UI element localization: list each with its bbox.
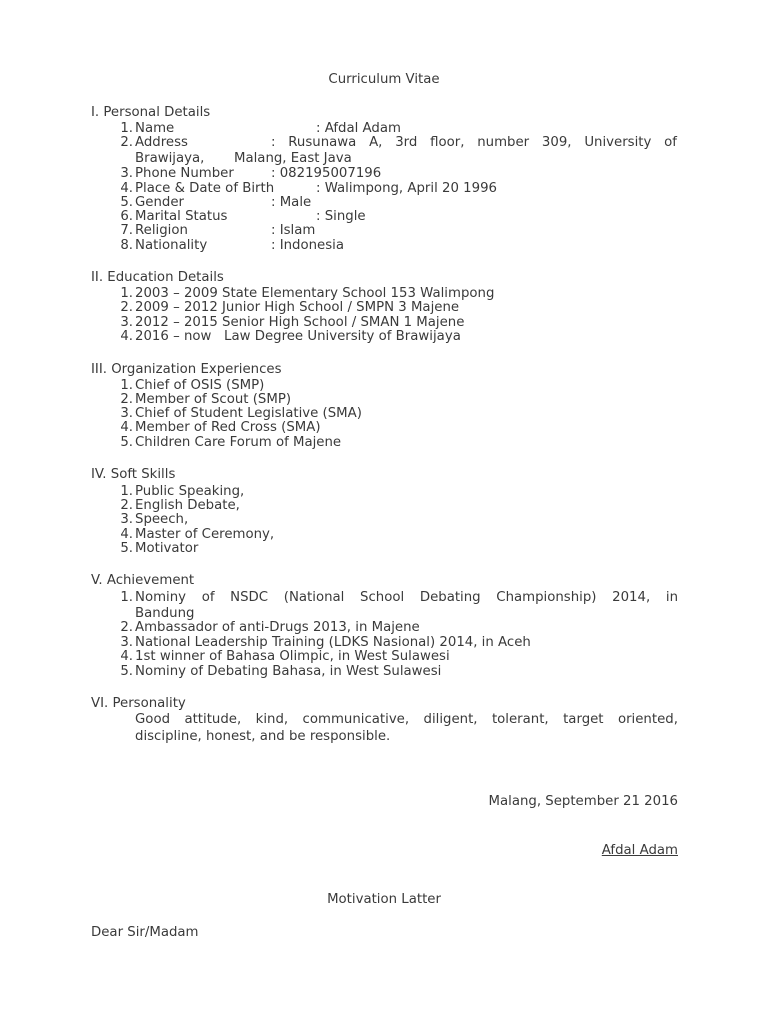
list-number: 1. xyxy=(120,286,133,301)
achievement-word: School xyxy=(360,590,405,605)
personality-word: diligent, xyxy=(423,712,478,727)
personality-line-2: discipline, honest, and be responsible. xyxy=(135,729,391,744)
field-label-phone: Phone Number xyxy=(135,166,234,181)
list-number: 2. xyxy=(120,135,133,150)
address-word: floor, xyxy=(430,135,465,150)
achievement-word: NSDC xyxy=(230,590,269,605)
section-heading-achievement: V. Achievement xyxy=(91,573,195,588)
list-number: 4. xyxy=(120,420,133,435)
field-value-gender: : Male xyxy=(271,195,312,210)
list-item: Chief of Student Legislative (SMA) xyxy=(135,406,362,421)
list-number: 1. xyxy=(120,121,133,136)
field-value-name: : Afdal Adam xyxy=(316,121,401,136)
address-word: University xyxy=(584,135,652,150)
field-label-nationality: Nationality xyxy=(135,238,208,253)
list-number: 4. xyxy=(120,649,133,664)
address-word: number xyxy=(477,135,530,150)
list-number: 4. xyxy=(120,527,133,542)
field-label-name: Name xyxy=(135,121,175,136)
address-word: 3rd xyxy=(395,135,418,150)
field-label-gender: Gender xyxy=(135,195,184,210)
field-label-marital: Marital Status xyxy=(135,209,228,224)
list-number: 3. xyxy=(120,512,133,527)
list-number: 5. xyxy=(120,664,133,679)
list-item: 2016 – now Law Degree University of Brawijaya xyxy=(135,329,461,344)
personality-word: target xyxy=(563,712,604,727)
field-value-nationality: : Indonesia xyxy=(271,238,345,253)
address-word: Rusunawa xyxy=(288,135,357,150)
achievement-word: Debating xyxy=(419,590,481,605)
address-word: : xyxy=(271,135,276,150)
field-value-address xyxy=(271,135,677,150)
list-number: 1. xyxy=(120,590,133,605)
list-number: 4. xyxy=(120,329,133,344)
section-heading-soft-skills: IV. Soft Skills xyxy=(91,467,176,482)
list-item: Ambassador of anti-Drugs 2013, in Majene xyxy=(135,620,420,635)
section-heading-organization: III. Organization Experiences xyxy=(91,362,282,377)
personality-word: communicative, xyxy=(302,712,410,727)
list-number: 7. xyxy=(120,223,133,238)
achievement-word: 2014, xyxy=(612,590,651,605)
achievement-word: (National xyxy=(283,590,345,605)
list-number: 2. xyxy=(120,300,133,315)
list-item: Children Care Forum of Majene xyxy=(135,435,342,450)
section-heading-personality: VI. Personality xyxy=(91,696,186,711)
address-word: A, xyxy=(369,135,383,150)
field-label-birth: Place & Date of Birth xyxy=(135,181,275,196)
list-item: Public Speaking, xyxy=(135,484,245,499)
list-item: 2012 – 2015 Senior High School / SMAN 1 Majene xyxy=(135,315,465,330)
address-word: 309, xyxy=(541,135,572,150)
list-item: 2003 – 2009 State Elementary School 153 Walimpong xyxy=(135,286,495,301)
document-title: Curriculum Vitae xyxy=(328,72,440,87)
list-number: 3. xyxy=(120,635,133,650)
place-date: Malang, September 21 2016 xyxy=(488,794,678,809)
list-number: 2. xyxy=(120,620,133,635)
personality-word: oriented, xyxy=(617,712,678,727)
list-number: 5. xyxy=(120,435,133,450)
achievement-word: Nominy xyxy=(135,590,187,605)
list-item: National Leadership Training (LDKS Nasional) 2014, in Aceh xyxy=(135,635,531,650)
list-number: 3. xyxy=(120,406,133,421)
field-value-religion: : Islam xyxy=(271,223,316,238)
section-heading-education: II. Education Details xyxy=(91,270,224,285)
signature-name: Afdal Adam xyxy=(601,843,678,858)
personality-word: kind, xyxy=(255,712,289,727)
list-number: 2. xyxy=(120,392,133,407)
personality-word: tolerant, xyxy=(491,712,549,727)
list-number: 3. xyxy=(120,166,133,181)
personality-line-1 xyxy=(135,712,678,727)
list-item: 1st winner of Bahasa Olimpic, in West Sulawesi xyxy=(135,649,450,664)
personality-word: attitude, xyxy=(184,712,242,727)
achievement-word: in xyxy=(665,590,678,605)
list-item: Master of Ceremony, xyxy=(135,527,275,542)
field-value-address-continued: Brawijaya, Malang, East Java xyxy=(135,151,352,166)
field-label-religion: Religion xyxy=(135,223,188,238)
list-item: Motivator xyxy=(135,541,199,556)
list-number: 1. xyxy=(120,484,133,499)
list-item-continued: Bandung xyxy=(135,606,195,621)
list-item: Member of Red Cross (SMA) xyxy=(135,420,321,435)
list-item: Speech, xyxy=(135,512,189,527)
list-item: Member of Scout (SMP) xyxy=(135,392,292,407)
list-item: Nominy of Debating Bahasa, in West Sulawesi xyxy=(135,664,442,679)
section-heading-personal: I. Personal Details xyxy=(91,105,211,120)
list-number: 5. xyxy=(120,195,133,210)
list-number: 1. xyxy=(120,378,133,393)
list-number: 2. xyxy=(120,498,133,513)
list-number: 5. xyxy=(120,541,133,556)
field-label-address: Address xyxy=(135,135,188,150)
list-number: 6. xyxy=(120,209,133,224)
field-value-marital: : Single xyxy=(316,209,366,224)
address-word: of xyxy=(664,135,677,150)
letter-title: Motivation Latter xyxy=(327,892,441,907)
list-item xyxy=(135,590,678,605)
list-item: 2009 – 2012 Junior High School / SMPN 3 Majene xyxy=(135,300,460,315)
list-number: 4. xyxy=(120,181,133,196)
list-number: 8. xyxy=(120,238,133,253)
achievement-word: of xyxy=(201,590,215,605)
field-value-birth: : Walimpong, April 20 1996 xyxy=(316,181,497,196)
achievement-word: Championship) xyxy=(496,590,597,605)
personality-word: Good xyxy=(135,712,171,727)
list-number: 3. xyxy=(120,315,133,330)
salutation: Dear Sir/Madam xyxy=(91,925,199,940)
list-item: English Debate, xyxy=(135,498,240,513)
list-item: Chief of OSIS (SMP) xyxy=(135,378,265,393)
field-value-phone: : 082195007196 xyxy=(271,166,382,181)
